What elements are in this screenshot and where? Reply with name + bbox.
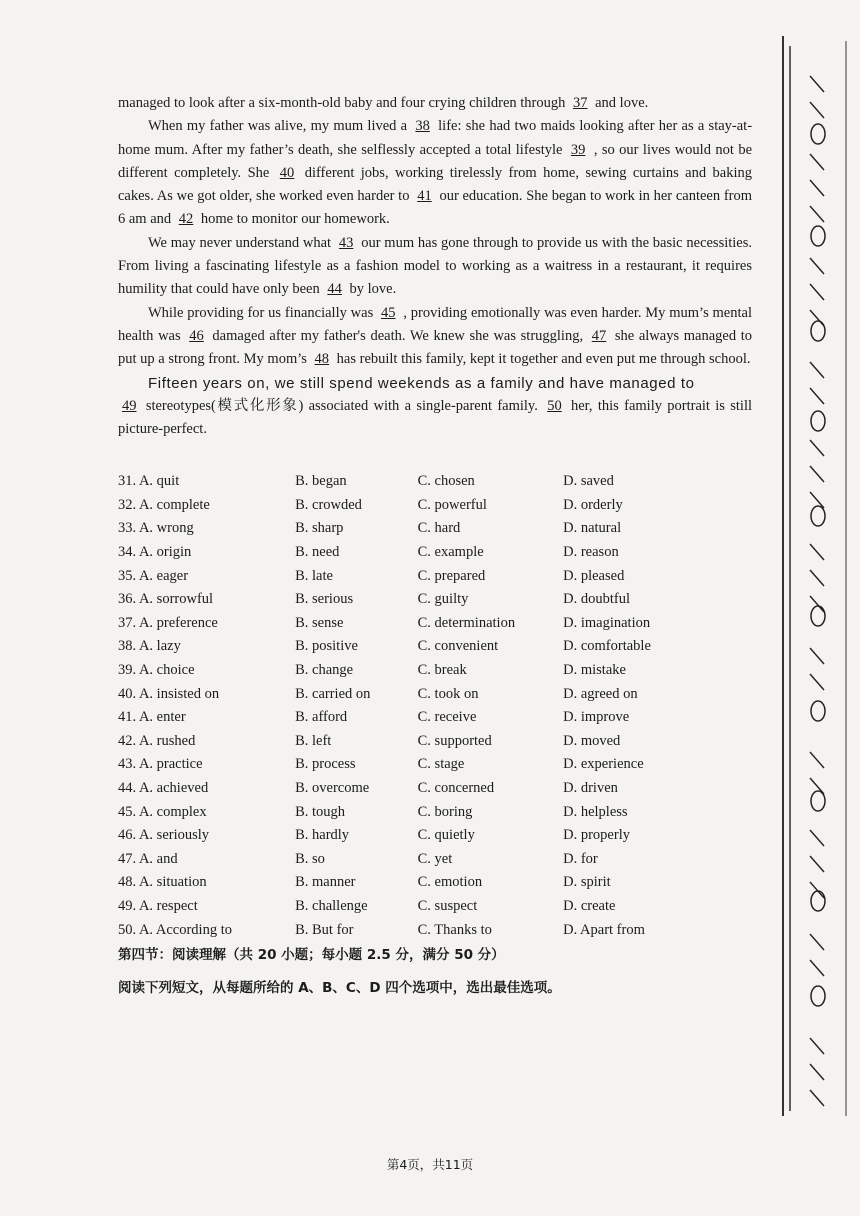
option-a: 36. A. sorrowful — [118, 591, 214, 608]
option-b: B. left — [295, 732, 332, 749]
option-a: 45. A. complex — [118, 803, 207, 820]
option-a: 49. A. respect — [118, 897, 198, 914]
text-segment: We may never understand what — [148, 234, 332, 251]
option-b: B. change — [295, 662, 354, 679]
option-a: 44. A. achieved — [118, 780, 209, 797]
binding-circle — [811, 701, 825, 721]
option-d: D. create — [563, 897, 616, 914]
option-row — [118, 848, 678, 872]
option-row — [118, 494, 678, 518]
option-a: 43. A. practice — [118, 756, 203, 773]
binding-circle — [811, 226, 825, 246]
option-b: B. late — [295, 567, 333, 584]
option-c: C. hard — [417, 520, 461, 537]
option-c: C. determination — [417, 614, 516, 631]
option-d: D. driven — [563, 780, 618, 797]
blank-50: 50 — [547, 397, 562, 414]
option-d: D. improve — [563, 709, 630, 726]
option-d: D. imagination — [563, 614, 651, 631]
option-d: D. pleased — [563, 567, 625, 584]
option-c: C. supported — [417, 732, 492, 749]
blank-45: 45 — [381, 304, 396, 321]
option-d: D. agreed on — [563, 685, 638, 702]
option-row — [118, 730, 678, 754]
binding-dash — [810, 258, 824, 274]
binding-circle — [811, 891, 825, 911]
text-segment: our mum has gone through to provide us with the basic necessities. From living a fascinating lifestyle as a fashion model to working as a waitress in a restaurant, it requires humility that could have only been — [118, 234, 753, 298]
cloze-passage — [118, 92, 752, 441]
binding-dash — [810, 206, 824, 222]
option-row — [118, 895, 678, 919]
paragraph-4 — [118, 302, 752, 372]
option-a: 40. A. insisted on — [118, 685, 220, 702]
option-row — [118, 753, 678, 777]
option-c: C. boring — [417, 803, 473, 820]
option-row — [118, 871, 678, 895]
option-c: C. break — [417, 662, 467, 679]
option-row — [118, 777, 678, 801]
text-segment: stereotypes(模式化形象) associated with a single-parent family. — [145, 397, 538, 414]
paragraph-1 — [118, 92, 752, 115]
option-b: B. sense — [295, 614, 344, 631]
option-c: C. suspect — [417, 897, 478, 914]
instruction-text: 阅读下列短文，从每题所给的 A、B、C、D 四个选项中，选出最佳选项。 — [118, 980, 561, 996]
option-a: 32. A. complete — [118, 496, 210, 513]
option-d: D. natural — [563, 520, 622, 537]
option-a: 33. A. wrong — [118, 520, 194, 537]
text-segment: different jobs, working tirelessly from home, sewing curtains and baking cakes. As we got older, she worked even harder to — [118, 164, 752, 205]
option-c: C. guilty — [417, 591, 469, 608]
option-a: 38. A. lazy — [118, 638, 181, 655]
text-segment: managed to look after a six-month-old baby and four crying children through — [118, 95, 566, 111]
option-c: C. receive — [417, 709, 477, 726]
blank-47: 47 — [591, 327, 607, 344]
option-a: 34. A. origin — [118, 544, 192, 561]
option-d: D. experience — [563, 756, 644, 773]
option-c: C. example — [417, 544, 484, 561]
binding-circle — [811, 506, 825, 526]
binding-circle — [811, 791, 825, 811]
binding-circle — [811, 411, 825, 431]
binding-dash — [810, 310, 824, 326]
paragraph-5-cont — [118, 395, 752, 442]
text-segment: life: she had two maids looking after her as a stay-at-home mum. After my father’s death, she selflessly accepted a total lifestyle — [118, 118, 753, 158]
option-b: B. positive — [295, 638, 358, 655]
option-a: 47. A. and — [118, 850, 178, 867]
blank-38: 38 — [415, 118, 430, 135]
option-a: 50. A. According to — [118, 921, 232, 938]
blank-41: 41 — [417, 188, 432, 205]
option-row — [118, 800, 678, 824]
option-c: C. convenient — [417, 638, 499, 655]
option-a: 35. A. eager — [118, 567, 189, 584]
text-segment: our education. She began to work in her canteen from 6 am and — [118, 188, 753, 228]
dashed-cut-marks — [810, 76, 825, 1106]
option-b: B. process — [295, 756, 356, 773]
blank-49: 49 — [122, 397, 137, 414]
page-footer: 第4页，共11页 — [386, 1157, 474, 1172]
blank-48: 48 — [314, 351, 330, 368]
text-segment: by love. — [349, 281, 397, 298]
option-b: B. afford — [295, 709, 348, 726]
option-c: C. emotion — [417, 874, 483, 891]
binding-dash — [810, 648, 824, 664]
option-d: D. properly — [563, 827, 630, 844]
option-a: 48. A. situation — [118, 874, 207, 891]
option-c: C. stage — [417, 756, 465, 773]
option-row — [118, 564, 678, 588]
option-b: B. so — [295, 850, 325, 867]
option-d: D. reason — [563, 544, 619, 561]
option-c: C. prepared — [417, 567, 486, 584]
option-b: B. overcome — [295, 780, 370, 797]
option-row — [118, 612, 678, 636]
option-c: C. quietly — [417, 827, 475, 844]
binding-dash — [810, 752, 824, 768]
text-segment: home to monitor our homework. — [200, 211, 390, 228]
blank-40: 40 — [279, 164, 295, 181]
text-segment: Fifteen years on, we still spend weekends as a family and have managed to — [148, 374, 695, 392]
blank-44: 44 — [327, 281, 342, 298]
binding-circle — [811, 606, 825, 626]
option-d: D. orderly — [563, 496, 623, 513]
binding-dash — [810, 440, 824, 456]
paragraph-5 — [118, 372, 752, 395]
blank-39: 39 — [570, 141, 586, 158]
option-row — [118, 918, 678, 942]
option-d: D. mistake — [563, 662, 626, 679]
option-row — [118, 470, 678, 494]
option-c: C. chosen — [417, 473, 475, 490]
text-segment: has rebuilt this family, kept it together and even put me through school. — [336, 351, 751, 368]
option-row — [118, 824, 678, 848]
option-d: D. moved — [563, 732, 621, 749]
text-segment: , providing emotionally was even harder. My mum’s mental health was — [118, 304, 752, 344]
option-b: B. crowded — [295, 496, 362, 513]
option-row — [118, 635, 678, 659]
option-row — [118, 706, 678, 730]
binding-margin-decoration — [780, 36, 850, 1116]
binding-dash — [810, 830, 824, 846]
option-d: D. for — [563, 850, 598, 867]
option-c: C. took on — [417, 685, 479, 702]
binding-dash — [810, 284, 824, 300]
option-a: 46. A. seriously — [118, 827, 210, 844]
option-row — [118, 517, 678, 541]
text-segment: , so our lives would not be different completely. She — [118, 141, 753, 181]
binding-dash — [810, 960, 824, 976]
binding-dash — [810, 362, 824, 378]
paragraph-3 — [118, 232, 752, 302]
option-row — [118, 541, 678, 565]
text-segment: When my father was alive, my mum lived a — [148, 118, 408, 135]
option-b: B. serious — [295, 591, 354, 608]
option-a: 37. A. preference — [118, 614, 218, 631]
binding-dash — [810, 466, 824, 482]
option-b: B. manner — [295, 874, 356, 891]
option-b: B. need — [295, 544, 340, 561]
binding-dash — [810, 1064, 824, 1080]
option-d: D. doubtful — [563, 591, 630, 608]
binding-dash — [810, 1038, 824, 1054]
option-a: 39. A. choice — [118, 662, 195, 679]
binding-dash — [810, 102, 824, 118]
binding-circle — [811, 986, 825, 1006]
option-b: B. But for — [295, 921, 354, 938]
binding-dash — [810, 76, 824, 92]
binding-dash — [810, 934, 824, 950]
option-d: D. saved — [563, 473, 614, 490]
text-segment: and love. — [595, 95, 649, 111]
binding-dash — [810, 856, 824, 872]
option-b: B. carried on — [295, 685, 371, 702]
option-row — [118, 588, 678, 612]
option-c: C. powerful — [417, 496, 487, 513]
text-segment: her, this family portrait is still picture-perfect. — [118, 397, 753, 438]
blank-43: 43 — [338, 234, 354, 251]
blank-46: 46 — [189, 327, 204, 344]
binding-dash — [810, 388, 824, 404]
option-c: C. concerned — [417, 780, 495, 797]
option-d: D. comfortable — [563, 638, 651, 655]
option-d: D. Apart from — [563, 921, 645, 938]
text-segment: damaged after my father's death. We knew she was struggling, — [212, 327, 584, 344]
option-b: B. challenge — [295, 897, 368, 914]
option-b: B. hardly — [295, 827, 350, 844]
option-b: B. began — [295, 473, 347, 490]
option-d: D. spirit — [563, 874, 611, 891]
option-b: B. tough — [295, 803, 346, 820]
text-segment: she always managed to put up a strong front. My mom’s — [118, 327, 752, 368]
binding-circle — [811, 124, 825, 144]
paragraph-2 — [118, 115, 752, 231]
option-a: 41. A. enter — [118, 709, 186, 726]
binding-dash — [810, 180, 824, 196]
blank-37: 37 — [573, 95, 588, 111]
answer-options — [118, 470, 678, 942]
binding-dash — [810, 1090, 824, 1106]
option-c: C. yet — [417, 850, 453, 867]
option-b: B. sharp — [295, 520, 344, 537]
option-d: D. helpless — [563, 803, 628, 820]
section-heading: 第四节：阅读理解（共 20 小题；每小题 2.5 分，满分 50 分） — [118, 947, 505, 963]
option-row — [118, 659, 678, 683]
option-a: 31. A. quit — [118, 473, 180, 490]
text-segment: While providing for us financially was — [148, 304, 374, 321]
option-row — [118, 682, 678, 706]
blank-42: 42 — [178, 211, 194, 228]
binding-dash — [810, 570, 824, 586]
binding-dash — [810, 674, 824, 690]
option-a: 42. A. rushed — [118, 732, 196, 749]
option-c: C. Thanks to — [417, 921, 492, 938]
binding-dash — [810, 154, 824, 170]
binding-dash — [810, 544, 824, 560]
